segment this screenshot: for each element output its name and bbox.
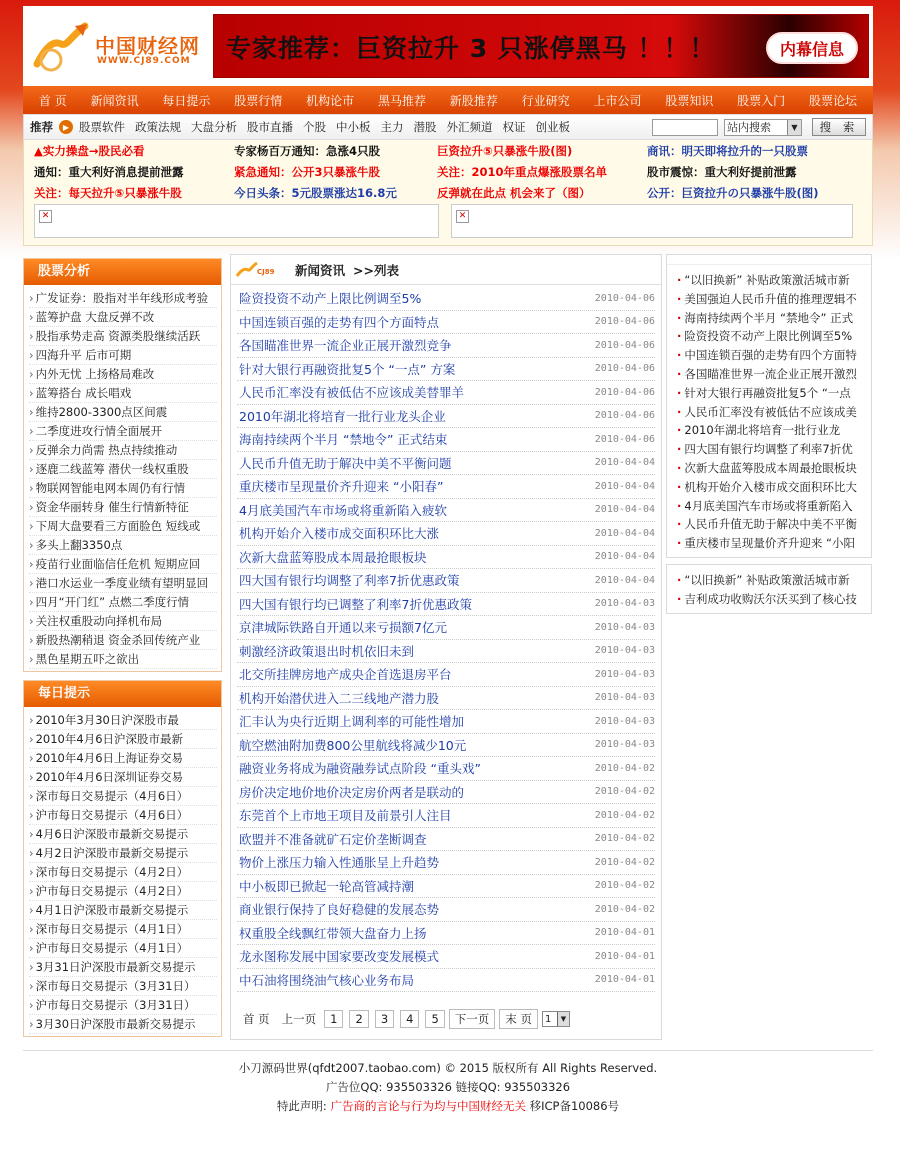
news-title[interactable]: 人民币升值无助于解决中美不平衡问题 xyxy=(237,454,595,472)
banner-text: 专家推荐：巨资拉升 3 只涨停黑马 ！！！ xyxy=(226,34,716,63)
news-date: 2010-04-02 xyxy=(594,880,655,892)
related-news-item[interactable]: · 各国瞄准世界一流企业正展开激烈 xyxy=(677,365,865,384)
ticker-row xyxy=(24,161,872,182)
daily-tip-item[interactable]: › 4月2日沪深股市最新交易提示 xyxy=(29,844,217,863)
box-header-strip xyxy=(667,255,871,265)
main-nav xyxy=(23,86,873,114)
related-news-item[interactable]: · 4月底美国汽车市场或将重新陷入 xyxy=(677,497,865,516)
news-date: 2010-04-06 xyxy=(594,410,655,422)
site-logo[interactable] xyxy=(27,16,207,76)
news-title[interactable]: 机构开始潜伏进入二三线地产潜力股 xyxy=(237,689,595,707)
ticker-link[interactable]: 股市震惊：重大利好提前泄露 xyxy=(647,164,797,179)
logo-url: WWW.CJ89.COM xyxy=(97,56,191,66)
news-row[interactable] xyxy=(237,734,655,758)
daily-tip-item[interactable]: › 深市每日交易提示（4月2日） xyxy=(29,863,217,882)
related-news-item[interactable]: · 2010年湖北将培育一批行业龙 xyxy=(677,421,865,440)
icp-text: 移ICP备10086号 xyxy=(525,1099,620,1113)
ticker-link[interactable]: ▲实力操盘→股民必看 xyxy=(34,143,145,158)
broken-image[interactable] xyxy=(34,204,439,238)
news-title[interactable]: 2010年湖北将培育一批行业龙头企业 xyxy=(237,407,595,425)
recommend-link[interactable]: 主力 xyxy=(380,120,404,134)
recommend-link[interactable]: 大盘分析 xyxy=(191,120,237,134)
news-row[interactable] xyxy=(237,828,655,852)
related-news-item[interactable]: · 次新大盘蓝筹股成本周最抢眼板块 xyxy=(677,459,865,478)
news-row[interactable] xyxy=(237,311,655,335)
nav-item[interactable]: 股票论坛 xyxy=(809,93,858,108)
recommend-link[interactable]: 股票软件 xyxy=(79,120,125,134)
news-date: 2010-04-02 xyxy=(594,786,655,798)
news-title[interactable]: 融资业务将成为融资融券试点阶段 “重头戏” xyxy=(237,759,595,777)
related-news-item[interactable]: · 美国强迫人民币升值的推理逻辑不 xyxy=(677,290,865,309)
news-title[interactable]: 4月底美国汽车市场或将重新陷入疲软 xyxy=(237,501,595,519)
news-title[interactable]: 四大国有银行均已调整了利率7折优惠政策 xyxy=(237,595,595,613)
broken-image-row xyxy=(34,204,867,242)
news-title[interactable]: 物价上涨压力输入性通胀呈上升趋势 xyxy=(237,853,595,871)
news-date: 2010-04-03 xyxy=(594,668,655,680)
daily-tip-item[interactable]: › 沪市每日交易提示（3月31日） xyxy=(29,996,217,1015)
related-news-list xyxy=(667,265,871,557)
news-title[interactable]: 次新大盘蓝筹股成本周最抢眼板块 xyxy=(237,548,595,566)
ticker-link[interactable]: 紧急通知：公开3只暴涨牛股 xyxy=(234,164,381,179)
recommend-bar xyxy=(23,114,873,140)
stock-analysis-box xyxy=(23,258,222,672)
news-row[interactable] xyxy=(237,405,655,429)
ticker-link[interactable]: 关注：每天拉升⑤只暴涨牛股 xyxy=(34,185,182,200)
daily-tip-item[interactable]: › 沪市每日交易提示（4月1日） xyxy=(29,939,217,958)
news-row[interactable] xyxy=(237,287,655,311)
search-button[interactable]: 搜 索 xyxy=(812,118,866,136)
logo-title: 中国财经网 xyxy=(95,34,200,58)
stock-analysis-item[interactable]: › 物联网智能电网本周仍有行情 xyxy=(29,479,217,498)
news-row[interactable] xyxy=(237,428,655,452)
news-date: 2010-04-06 xyxy=(594,292,655,304)
right-column xyxy=(666,254,872,620)
news-row[interactable] xyxy=(237,499,655,523)
stock-analysis-item[interactable]: › 内外无忧 上扬格局难改 xyxy=(29,365,217,384)
news-title[interactable]: 人民币汇率没有被低估不应该成美替罪羊 xyxy=(237,383,595,401)
daily-tips-box xyxy=(23,680,222,1037)
news-date: 2010-04-06 xyxy=(594,316,655,328)
header xyxy=(23,6,873,86)
news-title[interactable]: 中国连锁百强的走势有四个方面特点 xyxy=(237,313,595,331)
news-title[interactable]: 四大国有银行均调整了利率7折优惠政策 xyxy=(237,571,595,589)
news-title[interactable]: 汇丰认为央行近期上调利率的可能性增加 xyxy=(237,712,595,730)
news-row[interactable] xyxy=(237,616,655,640)
ticker-link[interactable]: 专家杨百万通知：急涨4只股 xyxy=(234,143,381,158)
news-date: 2010-04-03 xyxy=(594,715,655,727)
headline-ticker xyxy=(23,140,873,246)
related-news-item[interactable]: · 人民币升值无助于解决中美不平衡 xyxy=(677,515,865,534)
related-news-item[interactable]: · 险资投资不动产上限比例调至5% xyxy=(677,327,865,346)
search-input[interactable] xyxy=(652,119,718,136)
search-scope-value: 站内搜索 xyxy=(727,121,771,134)
promo-banner[interactable] xyxy=(213,14,869,78)
news-title[interactable]: 东莞首个上市地王项目及前景引人注目 xyxy=(237,806,595,824)
nav-item[interactable]: 股票知识 xyxy=(665,93,714,108)
news-date: 2010-04-01 xyxy=(594,927,655,939)
page-number-link[interactable]: 2 xyxy=(349,1010,368,1028)
daily-tip-item[interactable]: › 沪市每日交易提示（4月6日） xyxy=(29,806,217,825)
recommend-link[interactable]: 股市直播 xyxy=(247,120,293,134)
stock-analysis-item[interactable]: › 逐鹿二线蓝筹 潜伏一线权重股 xyxy=(29,460,217,479)
daily-tip-item[interactable]: › 深市每日交易提示（4月1日） xyxy=(29,920,217,939)
news-title[interactable]: 北交所挂牌房地产成央企首选退房平台 xyxy=(237,665,595,683)
news-date: 2010-04-03 xyxy=(594,645,655,657)
news-row[interactable] xyxy=(237,804,655,828)
news-title[interactable]: 航空燃油附加费800公里航线将减少10元 xyxy=(237,736,595,754)
daily-tip-item[interactable]: › 深市每日交易提示（3月31日） xyxy=(29,977,217,996)
stock-analysis-item[interactable]: › 关注权重股动向择机布局 xyxy=(29,612,217,631)
stock-analysis-item[interactable]: › 维持2800-3300点区间震 xyxy=(29,403,217,422)
news-row[interactable] xyxy=(237,710,655,734)
news-date: 2010-04-02 xyxy=(594,809,655,821)
page-select[interactable] xyxy=(542,1011,570,1027)
news-row[interactable] xyxy=(237,687,655,711)
disclaimer-line xyxy=(23,1097,873,1116)
news-date: 2010-04-04 xyxy=(594,480,655,492)
news-row[interactable] xyxy=(237,593,655,617)
prev-page-link[interactable]: 上一页 xyxy=(281,1012,317,1026)
news-list-header xyxy=(231,255,661,285)
related-news-item[interactable]: · 针对大银行再融资批复5个 “一点 xyxy=(677,384,865,403)
stock-analysis-item[interactable]: › 蓝筹搭台 成长唱戏 xyxy=(29,384,217,403)
first-page-link[interactable]: 首 页 xyxy=(243,1012,270,1026)
stock-analysis-item[interactable]: › 黑色星期五吓之欲出 xyxy=(29,650,217,669)
nav-item[interactable]: 股票行情 xyxy=(234,93,283,108)
recommend-label: 推荐 xyxy=(30,120,53,134)
news-row[interactable] xyxy=(237,781,655,805)
news-row[interactable] xyxy=(237,522,655,546)
news-row[interactable] xyxy=(237,452,655,476)
daily-tip-item[interactable]: › 2010年3月30日沪深股市最 xyxy=(29,711,217,730)
related-news-item[interactable]: · 重庆楼市呈现量价齐升迎来 “小阳 xyxy=(677,534,865,553)
nav-item[interactable]: 每日提示 xyxy=(162,93,211,108)
play-icon: ▶ xyxy=(59,120,73,134)
news-date: 2010-04-03 xyxy=(594,598,655,610)
stock-analysis-item[interactable]: › 四海升平 后市可期 xyxy=(29,346,217,365)
news-title[interactable]: 权重股全线飘红带领大盘奋力上扬 xyxy=(237,924,595,942)
stock-analysis-item[interactable]: › 反弹余力尚需 热点持续推动 xyxy=(29,441,217,460)
broken-image-icon: ✕ xyxy=(39,210,52,223)
news-row[interactable] xyxy=(237,851,655,875)
stock-analysis-item[interactable]: › 多头上翻3350点 xyxy=(29,536,217,555)
nav-item[interactable]: 股票入门 xyxy=(737,93,786,108)
ticker-link[interactable]: 通知：重大利好消息提前泄露 xyxy=(34,164,184,179)
news-date: 2010-04-06 xyxy=(594,363,655,375)
daily-tip-item[interactable]: › 2010年4月6日上海证券交易 xyxy=(29,749,217,768)
news-title[interactable]: 中石油将围绕油气核心业务布局 xyxy=(237,971,595,989)
chevron-down-icon: ▼ xyxy=(557,1012,569,1026)
stock-analysis-title: 股票分析 xyxy=(24,259,221,285)
recommend-link[interactable]: 外汇频道 xyxy=(446,120,493,134)
news-row[interactable] xyxy=(237,546,655,570)
news-date: 2010-04-06 xyxy=(594,386,655,398)
news-row[interactable] xyxy=(237,875,655,899)
page-select-value: 1 xyxy=(544,1013,552,1025)
nav-item[interactable]: 新股推荐 xyxy=(449,93,498,108)
daily-tip-item[interactable]: › 2010年4月6日深圳证券交易 xyxy=(29,768,217,787)
daily-tips-list xyxy=(24,707,221,1036)
news-date: 2010-04-04 xyxy=(594,527,655,539)
news-date: 2010-04-04 xyxy=(594,457,655,469)
daily-tip-item[interactable]: › 4月1日沪深股市最新交易提示 xyxy=(29,901,217,920)
related-news-item[interactable]: · 海南持续两个半月 “禁地令” 正式 xyxy=(677,309,865,328)
ticker-link[interactable]: 商讯：明天即将拉升的一只股票 xyxy=(647,143,808,158)
daily-tip-item[interactable]: › 沪市每日交易提示（4月2日） xyxy=(29,882,217,901)
stock-analysis-item[interactable]: › 疫苗行业面临信任危机 短期应回 xyxy=(29,555,217,574)
news-title[interactable]: 龙永图称发展中国家要改变发展模式 xyxy=(237,947,595,965)
pagination xyxy=(239,1009,570,1029)
daily-tip-item[interactable]: › 2010年4月6日沪深股市最新 xyxy=(29,730,217,749)
related-news-item[interactable]: · 人民币汇率没有被低估不应该成美 xyxy=(677,403,865,422)
nav-item[interactable]: 上市公司 xyxy=(593,93,642,108)
chevron-down-icon: ▼ xyxy=(787,120,801,135)
recommend-link[interactable]: 创业板 xyxy=(535,120,570,134)
news-date: 2010-04-04 xyxy=(594,504,655,516)
stock-analysis-list xyxy=(24,285,221,671)
news-title[interactable]: 重庆楼市呈现量价齐升迎来 “小阳春” xyxy=(237,477,595,495)
news-date: 2010-04-03 xyxy=(594,621,655,633)
news-list-panel xyxy=(230,254,662,1040)
hot-news-box xyxy=(666,564,872,614)
stock-analysis-item[interactable]: › 股指承势走高 资源类股继续活跃 xyxy=(29,327,217,346)
daily-tip-item[interactable]: › 3月31日沪深股市最新交易提示 xyxy=(29,958,217,977)
broken-image-icon: ✕ xyxy=(456,210,469,223)
daily-tips-title: 每日提示 xyxy=(24,681,221,707)
ticker-link[interactable]: 公开：巨资拉升の只暴涨牛股(图) xyxy=(647,185,819,200)
news-row[interactable] xyxy=(237,334,655,358)
news-date: 2010-04-01 xyxy=(594,974,655,986)
related-news-item[interactable]: · 中国连锁百强的走势有四个方面特 xyxy=(677,346,865,365)
hot-news-list xyxy=(667,565,871,613)
page-number-link[interactable]: 5 xyxy=(425,1010,444,1028)
ticker-link[interactable]: 反弹就在此点 机会来了（图） xyxy=(437,185,591,200)
nav-item[interactable]: 黑马推荐 xyxy=(377,93,426,108)
hot-news-item[interactable]: · 吉利成功收购沃尔沃买到了核心技 xyxy=(677,590,865,609)
copyright-line: 小刀源码世界(qfdt2007.taobao.com) © 2015 版权所有 All Rights Reserved. xyxy=(238,1061,658,1075)
banner-button[interactable]: 内幕信息 xyxy=(766,32,858,64)
stock-analysis-item[interactable]: › 资金华丽转身 催生行情新特征 xyxy=(29,498,217,517)
news-date: 2010-04-04 xyxy=(594,574,655,586)
page-wrapper xyxy=(23,6,873,246)
news-date: 2010-04-02 xyxy=(594,856,655,868)
page-number-link[interactable]: 3 xyxy=(375,1010,394,1028)
stock-analysis-item[interactable]: › 港口水运业一季度业绩有望明显回 xyxy=(29,574,217,593)
news-date: 2010-04-02 xyxy=(594,903,655,915)
news-title[interactable]: 欧盟并不准备就矿石定价垄断调查 xyxy=(237,830,595,848)
ticker-link[interactable]: 巨资拉升⑤只暴涨牛股(图) xyxy=(437,143,573,158)
ticker-row xyxy=(24,182,872,203)
recommend-links xyxy=(79,119,580,135)
daily-tip-item[interactable]: › 3月30日沪深股市最新交易提示 xyxy=(29,1015,217,1034)
stock-analysis-item[interactable]: › 蓝筹护盘 大盘反弹不改 xyxy=(29,308,217,327)
news-row[interactable] xyxy=(237,757,655,781)
related-news-box xyxy=(666,254,872,558)
svg-text:CJ89: CJ89 xyxy=(257,267,275,276)
news-title[interactable]: 海南持续两个半月 “禁地令” 正式结束 xyxy=(237,430,595,448)
news-date: 2010-04-06 xyxy=(594,433,655,445)
recommend-link[interactable]: 个股 xyxy=(303,120,326,134)
news-date: 2010-04-03 xyxy=(594,739,655,751)
search-area xyxy=(652,118,866,136)
last-page-link[interactable]: 末 页 xyxy=(499,1009,538,1029)
page-number-link[interactable]: 1 xyxy=(324,1010,343,1028)
search-scope-select[interactable] xyxy=(724,119,802,136)
news-row[interactable] xyxy=(237,898,655,922)
stock-analysis-item[interactable]: › 二季度进攻行情全面展开 xyxy=(29,422,217,441)
news-row[interactable] xyxy=(237,969,655,993)
news-row[interactable] xyxy=(237,569,655,593)
stock-analysis-item[interactable]: › 四月“开门红” 点燃二季度行情 xyxy=(29,593,217,612)
news-title[interactable]: 刺激经济政策退出时机依旧未到 xyxy=(237,642,595,660)
page-numbers xyxy=(324,1010,445,1028)
ticker-link[interactable]: 今日头条：5元股票涨达16.8元 xyxy=(234,185,397,200)
stock-analysis-item[interactable]: › 广发证券：股指对半年线形成考验 xyxy=(29,289,217,308)
news-list xyxy=(231,285,661,992)
recommend-link[interactable]: 潜股 xyxy=(413,120,437,134)
hot-news-item[interactable]: · “以旧换新” 补贴政策激活城市新 xyxy=(677,571,865,590)
disclaimer-prefix: 特此声明: xyxy=(276,1099,331,1113)
ticker-link[interactable]: 关注：2010年重点爆涨股票名单 xyxy=(437,164,608,179)
news-row[interactable] xyxy=(237,945,655,969)
news-row[interactable] xyxy=(237,358,655,382)
broken-image[interactable] xyxy=(451,204,853,238)
recommend-link[interactable]: 权证 xyxy=(502,120,526,134)
recommend-link[interactable]: 政策法规 xyxy=(135,120,181,134)
news-title[interactable]: 各国瞄准世界一流企业正展开激烈竞争 xyxy=(237,336,595,354)
news-row[interactable] xyxy=(237,663,655,687)
logo-swoosh-icon xyxy=(31,20,91,72)
news-row[interactable] xyxy=(237,640,655,664)
news-title[interactable]: 机构开始介入楼市成交面积环比大涨 xyxy=(237,524,595,542)
daily-tip-item[interactable]: › 4月6日沪深股市最新交易提示 xyxy=(29,825,217,844)
nav-item[interactable]: 行业研究 xyxy=(521,93,570,108)
section-title: 新闻资讯 xyxy=(295,262,346,278)
disclaimer-text: 广告商的言论与行为均与中国财经无关 xyxy=(330,1099,526,1113)
contact-line: 广告位QQ: 935503326 链接QQ: 935503326 xyxy=(325,1080,571,1094)
news-row[interactable] xyxy=(237,922,655,946)
news-title[interactable]: 商业银行保持了良好稳健的发展态势 xyxy=(237,900,595,918)
news-title[interactable]: 房价决定地价地价决定房价两者是联动的 xyxy=(237,783,595,801)
news-title[interactable]: 险资投资不动产上限比例调至5% xyxy=(237,289,595,307)
recommend-link[interactable]: 中小板 xyxy=(336,120,371,134)
nav-item[interactable]: 机构论市 xyxy=(306,93,355,108)
nav-item[interactable]: 新闻资讯 xyxy=(90,93,139,108)
stock-analysis-item[interactable]: › 下周大盘要看三方面脸色 短线或 xyxy=(29,517,217,536)
stock-analysis-item[interactable]: › 新股热潮稍退 资金杀回传统产业 xyxy=(29,631,217,650)
related-news-item[interactable]: · “以旧换新” 补贴政策激活城市新 xyxy=(677,271,865,290)
related-news-item[interactable]: · 机构开始介入楼市成交面积环比大 xyxy=(677,478,865,497)
next-page-link[interactable]: 下一页 xyxy=(449,1009,496,1029)
ticker-row xyxy=(24,140,872,161)
nav-item[interactable]: 首 页 xyxy=(38,93,67,108)
small-logo-icon xyxy=(235,260,287,280)
news-date: 2010-04-02 xyxy=(594,762,655,774)
news-title[interactable]: 中小板即已掀起一轮高管减持潮 xyxy=(237,877,595,895)
news-date: 2010-04-02 xyxy=(594,833,655,845)
news-title[interactable]: 京津城际铁路自开通以来亏损额7亿元 xyxy=(237,618,595,636)
news-date: 2010-04-01 xyxy=(594,950,655,962)
section-sub: >>列表 xyxy=(353,262,399,278)
news-row[interactable] xyxy=(237,475,655,499)
daily-tip-item[interactable]: › 深市每日交易提示（4月6日） xyxy=(29,787,217,806)
left-column xyxy=(23,258,222,1045)
ticker-rows xyxy=(24,140,872,203)
page-number-link[interactable]: 4 xyxy=(400,1010,419,1028)
footer xyxy=(23,1050,873,1116)
related-news-item[interactable]: · 四大国有银行均调整了利率7折优 xyxy=(677,440,865,459)
news-row[interactable] xyxy=(237,381,655,405)
news-date: 2010-04-03 xyxy=(594,692,655,704)
news-title[interactable]: 针对大银行再融资批复5个 “一点” 方案 xyxy=(237,360,595,378)
news-date: 2010-04-04 xyxy=(594,551,655,563)
news-date: 2010-04-06 xyxy=(594,339,655,351)
